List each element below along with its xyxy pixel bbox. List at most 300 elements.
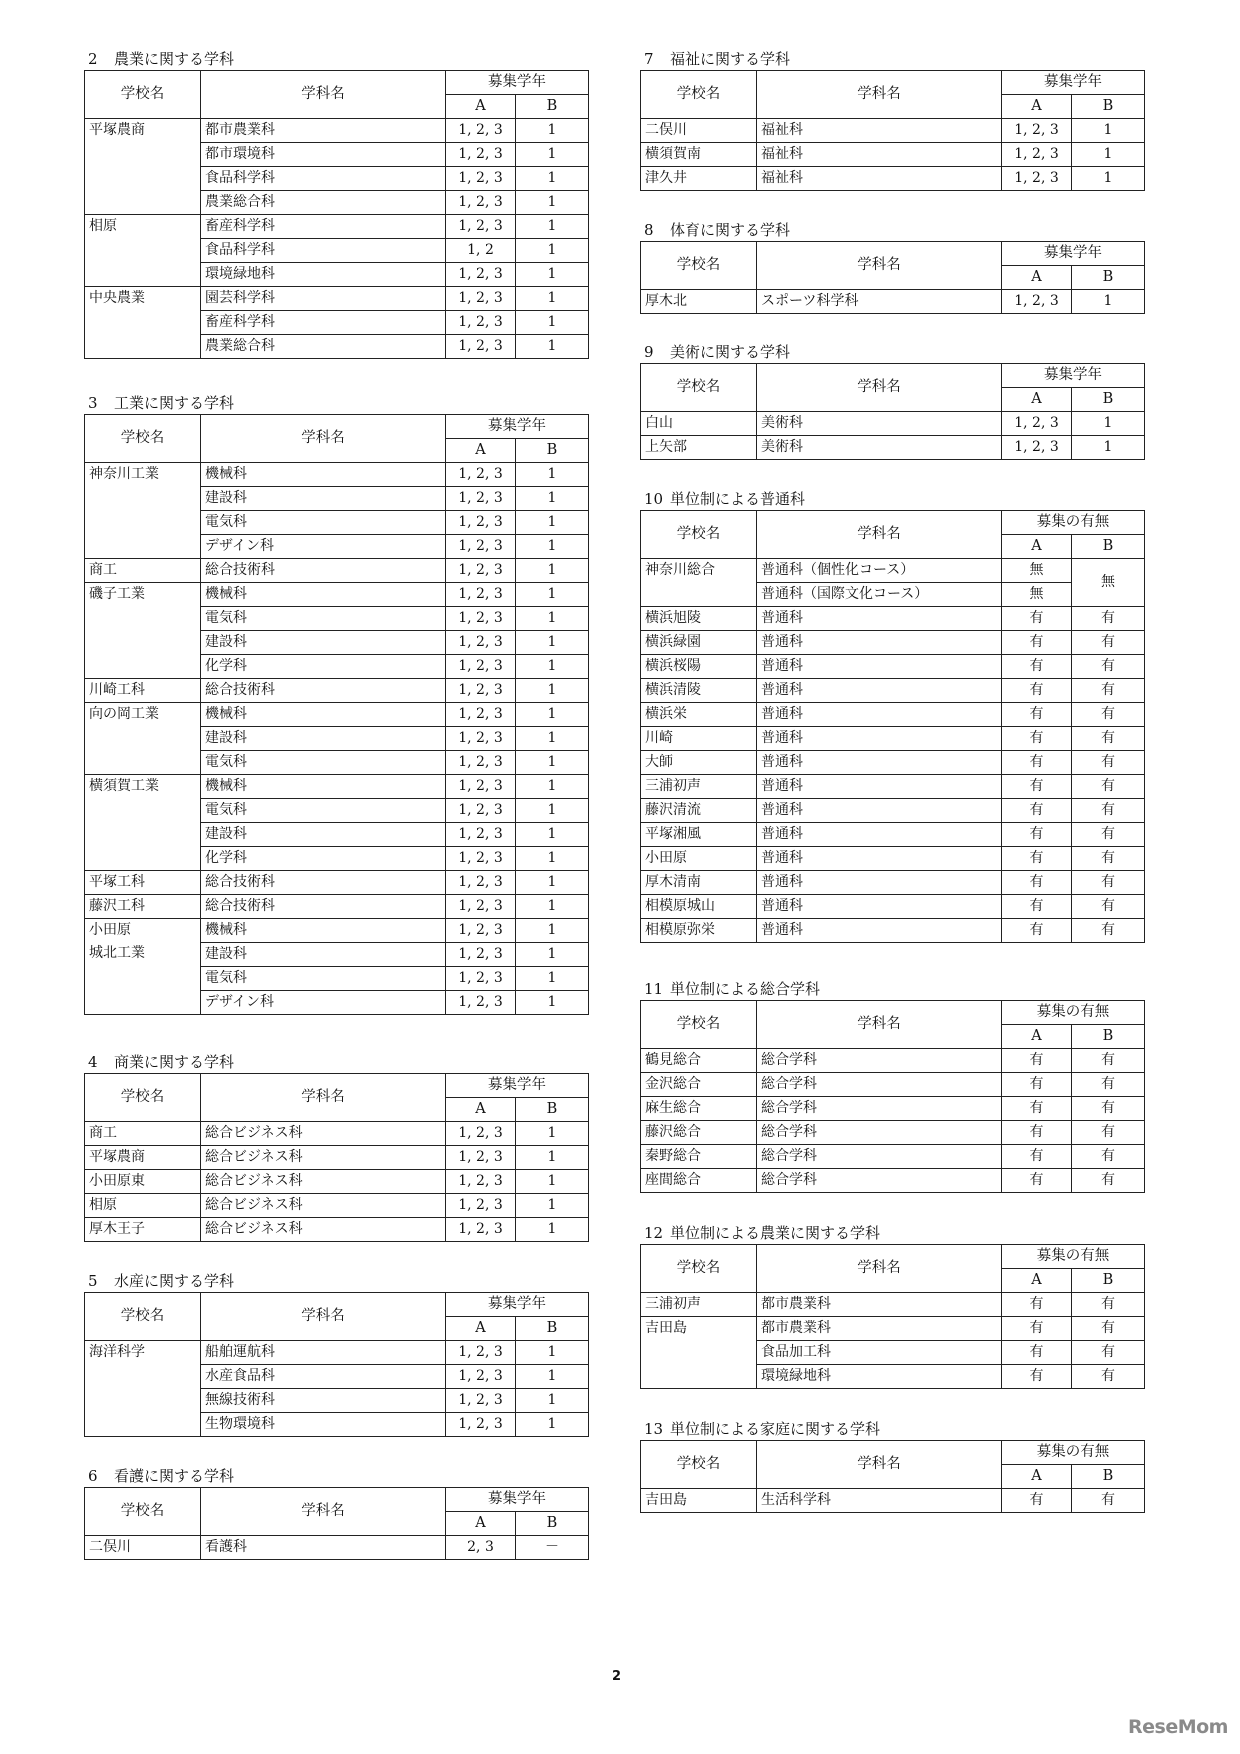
- col-b-value: 1: [516, 727, 589, 751]
- col-b-value: 1: [516, 511, 589, 535]
- school-name-cell: [641, 167, 757, 191]
- col-b-value: 1: [516, 535, 589, 559]
- header-row: [85, 1488, 589, 1512]
- course-table: [640, 363, 1145, 460]
- col-a-value: 無: [1002, 559, 1072, 583]
- col-a-value: 有: [1002, 871, 1072, 895]
- col-a-value: 1, 2, 3: [446, 215, 516, 239]
- course-table: [84, 70, 589, 359]
- course-name: 普通科: [757, 895, 1002, 919]
- school-name: 横須賀工業: [89, 778, 159, 794]
- course-name: 化学科: [201, 655, 446, 679]
- school-header: 学校名: [85, 415, 201, 463]
- section-title-text: 福祉に関する学科: [670, 50, 791, 68]
- section-title-text: 看護に関する学科: [114, 1467, 235, 1485]
- course-header: 学科名: [201, 1074, 446, 1122]
- course-name: 電気科: [201, 751, 446, 775]
- course-name: 総合学科: [757, 1097, 1002, 1121]
- header-row: [641, 511, 1145, 535]
- course-header: 学科名: [757, 1441, 1002, 1489]
- course-name: 総合技術科: [201, 679, 446, 703]
- availability-group-header: 募集の有無: [1002, 1441, 1145, 1465]
- col-a-value: 1, 2, 3: [446, 1365, 516, 1389]
- school-name-cell: [85, 119, 201, 215]
- col-a-value: 1, 2, 3: [446, 311, 516, 335]
- col-b-value: 1: [516, 1341, 589, 1365]
- col-a-value: 1, 2, 3: [446, 463, 516, 487]
- course-name: 都市環境科: [201, 143, 446, 167]
- table-row: [641, 119, 1145, 143]
- table-row: [641, 1489, 1145, 1513]
- col-b-value: 有: [1072, 607, 1145, 631]
- col-b-header: B: [1072, 1465, 1145, 1489]
- school-name-cell: [641, 436, 757, 460]
- table-row: [641, 167, 1145, 191]
- school-name-cell: [641, 412, 757, 436]
- school-name: 吉田島: [645, 1492, 687, 1508]
- section-title-text: 美術に関する学科: [670, 343, 791, 361]
- course-name: 畜産科学科: [201, 215, 446, 239]
- col-a-value: 1, 2, 3: [446, 191, 516, 215]
- school-name: 厚木清南: [645, 874, 701, 890]
- col-b-value: 1: [516, 167, 589, 191]
- col-b-header: B: [516, 95, 589, 119]
- course-name: 普通科: [757, 871, 1002, 895]
- school-name: 神奈川工業: [89, 466, 159, 482]
- section-title: [84, 1465, 588, 1487]
- course-header: 学科名: [757, 1001, 1002, 1049]
- course-header: 学科名: [757, 1245, 1002, 1293]
- course-name: 船舶運航科: [201, 1341, 446, 1365]
- col-a-value: 1, 2, 3: [446, 943, 516, 967]
- col-a-value: 有: [1002, 799, 1072, 823]
- col-a-value: 1, 2, 3: [446, 1413, 516, 1437]
- course-name: 農業総合科: [201, 191, 446, 215]
- school-name-cell: [641, 655, 757, 679]
- col-a-value: 有: [1002, 1169, 1072, 1193]
- col-b-value: 有: [1072, 871, 1145, 895]
- course-table: [640, 510, 1145, 943]
- col-a-value: 有: [1002, 631, 1072, 655]
- table-row: [641, 703, 1145, 727]
- header-row: [641, 1001, 1145, 1025]
- col-a-header: A: [1002, 388, 1072, 412]
- col-a-header: A: [1002, 95, 1072, 119]
- table-row: [641, 290, 1145, 314]
- course-name: デザイン科: [201, 991, 446, 1015]
- school-name-cell: [641, 1317, 757, 1389]
- section-number: 3: [88, 394, 98, 412]
- col-a-value: 有: [1002, 607, 1072, 631]
- school-name-cell: [85, 583, 201, 679]
- table-row: [85, 559, 589, 583]
- col-a-header: A: [1002, 266, 1072, 290]
- school-header: 学校名: [641, 1245, 757, 1293]
- col-a-value: 1, 2, 3: [446, 335, 516, 359]
- school-name: 小田原: [645, 850, 687, 866]
- section-nursing: [84, 1465, 588, 1560]
- table-row: [85, 287, 589, 311]
- col-a-header: A: [1002, 535, 1072, 559]
- section-title-text: 体育に関する学科: [670, 221, 791, 239]
- col-b-value: 1: [516, 823, 589, 847]
- col-b-value: 1: [516, 679, 589, 703]
- school-name: 座間総合: [645, 1172, 701, 1188]
- header-row: [641, 1441, 1145, 1465]
- table-row: [641, 823, 1145, 847]
- section-number: 8: [644, 221, 654, 239]
- school-name-cell: [641, 799, 757, 823]
- col-b-header: B: [516, 1512, 589, 1536]
- school-header: 学校名: [641, 1001, 757, 1049]
- school-name: 白山: [645, 415, 673, 431]
- col-a-value: 有: [1002, 847, 1072, 871]
- col-b-value: 有: [1072, 919, 1145, 943]
- col-b-header: B: [1072, 1025, 1145, 1049]
- col-a-value: 1, 2, 3: [446, 775, 516, 799]
- school-header: 学校名: [641, 511, 757, 559]
- school-name-cell: [641, 847, 757, 871]
- school-name-cell: [641, 559, 757, 607]
- col-b-value: 1: [516, 335, 589, 359]
- col-a-value: 1, 2, 3: [446, 287, 516, 311]
- col-a-value: 1, 2, 3: [446, 799, 516, 823]
- availability-group-header: 募集の有無: [1002, 1245, 1145, 1269]
- section-title-text: 水産に関する学科: [114, 1272, 235, 1290]
- table-row: [641, 631, 1145, 655]
- table-row: [641, 436, 1145, 460]
- school-name-cell: [85, 871, 201, 895]
- col-b-value: 1: [516, 703, 589, 727]
- col-b-value: 有: [1072, 631, 1145, 655]
- school-name: 二俣川: [645, 122, 687, 138]
- col-a-value: 2, 3: [446, 1536, 516, 1560]
- school-header: 学校名: [85, 1293, 201, 1341]
- section-credit-agriculture: [640, 1222, 1144, 1389]
- school-name: 平塚農商: [89, 122, 145, 138]
- school-name-cell: [641, 1097, 757, 1121]
- course-name: 食品加工科: [757, 1341, 1002, 1365]
- course-name: 普通科: [757, 847, 1002, 871]
- col-b-value: 1: [516, 775, 589, 799]
- col-a-value: 有: [1002, 895, 1072, 919]
- course-name: 普通科（国際文化コース）: [757, 583, 1002, 607]
- col-b-value: 有: [1072, 1489, 1145, 1513]
- course-name: 機械科: [201, 775, 446, 799]
- school-name: 小田原東: [89, 1173, 145, 1189]
- school-name-cell: [85, 1341, 201, 1437]
- school-name-cell: [641, 1121, 757, 1145]
- course-name: 農業総合科: [201, 335, 446, 359]
- grade-group-header: 募集学年: [446, 1488, 589, 1512]
- col-a-value: 有: [1002, 775, 1072, 799]
- section-credit-integrated: [640, 978, 1144, 1193]
- school-name: 横浜栄: [645, 706, 687, 722]
- grade-group-header: 募集学年: [1002, 242, 1145, 266]
- col-b-value: 1: [516, 1413, 589, 1437]
- header-row: [641, 364, 1145, 388]
- course-name: 食品科学科: [201, 167, 446, 191]
- course-name: 無線技術科: [201, 1389, 446, 1413]
- col-a-value: 1, 2, 3: [446, 751, 516, 775]
- col-a-value: 1, 2, 3: [446, 535, 516, 559]
- col-a-value: 1, 2, 3: [446, 607, 516, 631]
- col-a-value: 1, 2, 3: [446, 655, 516, 679]
- table-row: [641, 1145, 1145, 1169]
- col-b-value: 1: [516, 655, 589, 679]
- col-b-value: 1: [516, 559, 589, 583]
- table-row: [85, 919, 589, 943]
- col-a-value: 無: [1002, 583, 1072, 607]
- col-b-value: 1: [516, 1218, 589, 1242]
- col-a-value: 1, 2, 3: [446, 1170, 516, 1194]
- col-b-value: 有: [1072, 1317, 1145, 1341]
- table-row: [641, 871, 1145, 895]
- section-number: 5: [88, 1272, 98, 1290]
- col-a-value: 有: [1002, 1341, 1072, 1365]
- col-a-header: A: [446, 1512, 516, 1536]
- course-name: 電気科: [201, 799, 446, 823]
- section-title: [640, 1418, 1144, 1440]
- school-name: 上矢部: [645, 439, 687, 455]
- course-name: 普通科: [757, 631, 1002, 655]
- course-header: 学科名: [757, 364, 1002, 412]
- course-name: 機械科: [201, 919, 446, 943]
- course-name: 建設科: [201, 943, 446, 967]
- school-name: 相模原弥栄: [645, 922, 715, 938]
- course-name: 総合学科: [757, 1121, 1002, 1145]
- course-name: 水産食品科: [201, 1365, 446, 1389]
- col-b-value: 1: [1072, 412, 1145, 436]
- col-a-header: A: [446, 439, 516, 463]
- course-name: 総合ビジネス科: [201, 1194, 446, 1218]
- course-name: 福祉科: [757, 119, 1002, 143]
- col-b-value: 1: [516, 871, 589, 895]
- table-row: [641, 751, 1145, 775]
- school-name: 吉田島: [645, 1320, 687, 1336]
- course-table: [84, 414, 589, 1015]
- col-a-value: 有: [1002, 823, 1072, 847]
- col-b-value: 1: [516, 143, 589, 167]
- col-b-value: 1: [516, 751, 589, 775]
- col-b-value: 有: [1072, 799, 1145, 823]
- col-b-value: 1: [1072, 119, 1145, 143]
- table-row: [85, 679, 589, 703]
- table-row: [641, 1073, 1145, 1097]
- school-name: 小田原: [89, 922, 131, 938]
- col-a-value: 1, 2, 3: [446, 991, 516, 1015]
- col-a-value: 1, 2: [446, 239, 516, 263]
- col-b-value: 有: [1072, 1169, 1145, 1193]
- col-b-value: 有: [1072, 727, 1145, 751]
- school-name: 海洋科学: [89, 1344, 145, 1360]
- col-b-value: 1: [516, 1146, 589, 1170]
- col-b-value: 1: [516, 119, 589, 143]
- col-b-header: B: [1072, 95, 1145, 119]
- table-row: [641, 919, 1145, 943]
- col-a-value: 有: [1002, 703, 1072, 727]
- school-name: 三浦初声: [645, 1296, 701, 1312]
- course-name: 総合ビジネス科: [201, 1170, 446, 1194]
- course-name: 普通科: [757, 679, 1002, 703]
- col-a-value: 1, 2, 3: [446, 823, 516, 847]
- table-row: [85, 1194, 589, 1218]
- course-name: 普通科: [757, 751, 1002, 775]
- col-b-value: 有: [1072, 679, 1145, 703]
- col-a-value: 1, 2, 3: [446, 119, 516, 143]
- school-name: 相模原城山: [645, 898, 715, 914]
- section-title: [640, 978, 1144, 1000]
- course-name: 化学科: [201, 847, 446, 871]
- col-a-value: 1, 2, 3: [446, 631, 516, 655]
- school-name-cell: [641, 631, 757, 655]
- section-credit-general: [640, 488, 1144, 943]
- col-b-header: B: [516, 1098, 589, 1122]
- col-a-value: 有: [1002, 751, 1072, 775]
- col-a-value: 1, 2, 3: [1002, 290, 1072, 314]
- col-a-value: 1, 2, 3: [1002, 436, 1072, 460]
- col-b-value: 1: [516, 943, 589, 967]
- school-name: 横浜旭陵: [645, 610, 701, 626]
- header-row: [85, 415, 589, 439]
- col-a-header: A: [446, 1098, 516, 1122]
- grade-group-header: 募集学年: [446, 1293, 589, 1317]
- school-name: 厚木王子: [89, 1221, 145, 1237]
- course-table: [640, 1000, 1145, 1193]
- section-title: [640, 219, 1144, 241]
- course-table: [84, 1073, 589, 1242]
- col-a-header: A: [446, 95, 516, 119]
- col-a-value: 1, 2, 3: [446, 895, 516, 919]
- school-name: 相原: [89, 1197, 117, 1213]
- school-name: 向の岡工業: [89, 706, 159, 722]
- col-a-value: 1, 2, 3: [446, 487, 516, 511]
- section-number: 4: [88, 1053, 98, 1071]
- course-name: 環境緑地科: [201, 263, 446, 287]
- course-name: 都市農業科: [757, 1293, 1002, 1317]
- col-a-value: 有: [1002, 919, 1072, 943]
- section-title-text: 農業に関する学科: [114, 50, 235, 68]
- course-name: 総合学科: [757, 1169, 1002, 1193]
- resemom-watermark-logo: ReseMom: [1128, 1716, 1228, 1738]
- table-row: [85, 775, 589, 799]
- col-b-header: B: [516, 1317, 589, 1341]
- section-number: 12: [644, 1224, 664, 1242]
- school-name-cell: [641, 823, 757, 847]
- course-name: 電気科: [201, 607, 446, 631]
- school-name-cell: [85, 1194, 201, 1218]
- school-name-cell: [85, 919, 201, 1015]
- school-name: 川崎: [645, 730, 673, 746]
- col-a-value: 有: [1002, 1073, 1072, 1097]
- course-name: 生物環境科: [201, 1413, 446, 1437]
- school-name: 神奈川総合: [645, 562, 715, 578]
- col-b-value: 1: [516, 487, 589, 511]
- course-name: 普通科（個性化コース）: [757, 559, 1002, 583]
- col-a-header: A: [1002, 1269, 1072, 1293]
- section-title-text: 商業に関する学科: [114, 1053, 235, 1071]
- school-name-cell: [641, 1489, 757, 1513]
- col-b-header: B: [516, 439, 589, 463]
- section-title: [84, 1270, 588, 1292]
- table-row: [641, 679, 1145, 703]
- course-name: 電気科: [201, 511, 446, 535]
- school-header: 学校名: [85, 1488, 201, 1536]
- course-name: 環境緑地科: [757, 1365, 1002, 1389]
- col-b-header: B: [1072, 1269, 1145, 1293]
- col-b-value: 有: [1072, 1049, 1145, 1073]
- table-row: [85, 1341, 589, 1365]
- school-name-cell: [641, 1169, 757, 1193]
- course-name: 建設科: [201, 487, 446, 511]
- course-name: 美術科: [757, 436, 1002, 460]
- course-header: 学科名: [757, 71, 1002, 119]
- col-a-value: 有: [1002, 1365, 1072, 1389]
- col-a-value: 1, 2, 3: [446, 871, 516, 895]
- school-name-cell: [641, 871, 757, 895]
- school-name: 鶴見総合: [645, 1052, 701, 1068]
- col-a-value: 1, 2, 3: [446, 1194, 516, 1218]
- col-a-value: 1, 2, 3: [446, 559, 516, 583]
- course-name: 建設科: [201, 631, 446, 655]
- table-row: [85, 1122, 589, 1146]
- school-name-cell: [641, 679, 757, 703]
- school-name: 藤沢工科: [89, 898, 145, 914]
- school-name-cell: [85, 679, 201, 703]
- school-header: 学校名: [85, 1074, 201, 1122]
- table-row: [85, 1170, 589, 1194]
- table-row: [641, 1121, 1145, 1145]
- header-row: [641, 71, 1145, 95]
- course-name: 総合学科: [757, 1049, 1002, 1073]
- col-b-value: 1: [516, 239, 589, 263]
- section-title: [84, 392, 588, 414]
- course-name: 総合技術科: [201, 871, 446, 895]
- school-name: 商工: [89, 562, 117, 578]
- table-row: [85, 871, 589, 895]
- col-a-value: 有: [1002, 727, 1072, 751]
- col-a-value: 1, 2, 3: [446, 847, 516, 871]
- course-name: 普通科: [757, 919, 1002, 943]
- col-a-value: 1, 2, 3: [446, 679, 516, 703]
- school-name-cell: [641, 143, 757, 167]
- section-welfare: [640, 48, 1144, 191]
- school-name: 平塚農商: [89, 1149, 145, 1165]
- col-b-value: 1: [516, 799, 589, 823]
- school-name: 麻生総合: [645, 1100, 701, 1116]
- col-b-header: B: [1072, 266, 1145, 290]
- school-name-cell: [641, 1145, 757, 1169]
- col-a-value: 有: [1002, 1049, 1072, 1073]
- table-row: [641, 1049, 1145, 1073]
- col-b-value: －: [516, 1536, 589, 1560]
- course-name: 園芸科学科: [201, 287, 446, 311]
- col-b-value: 1: [516, 1170, 589, 1194]
- col-a-value: 1, 2, 3: [446, 1341, 516, 1365]
- col-b-value: 1: [516, 991, 589, 1015]
- school-name-cell: [85, 1146, 201, 1170]
- school-name-cell: [641, 895, 757, 919]
- col-b-value: 1: [516, 263, 589, 287]
- course-name: 総合学科: [757, 1145, 1002, 1169]
- col-b-value: 有: [1072, 1145, 1145, 1169]
- school-name: 横浜清陵: [645, 682, 701, 698]
- table-row: [85, 215, 589, 239]
- school-name: 平塚湘風: [645, 826, 701, 842]
- school-header: 学校名: [641, 71, 757, 119]
- course-header: 学科名: [757, 511, 1002, 559]
- col-a-value: 1, 2, 3: [446, 1146, 516, 1170]
